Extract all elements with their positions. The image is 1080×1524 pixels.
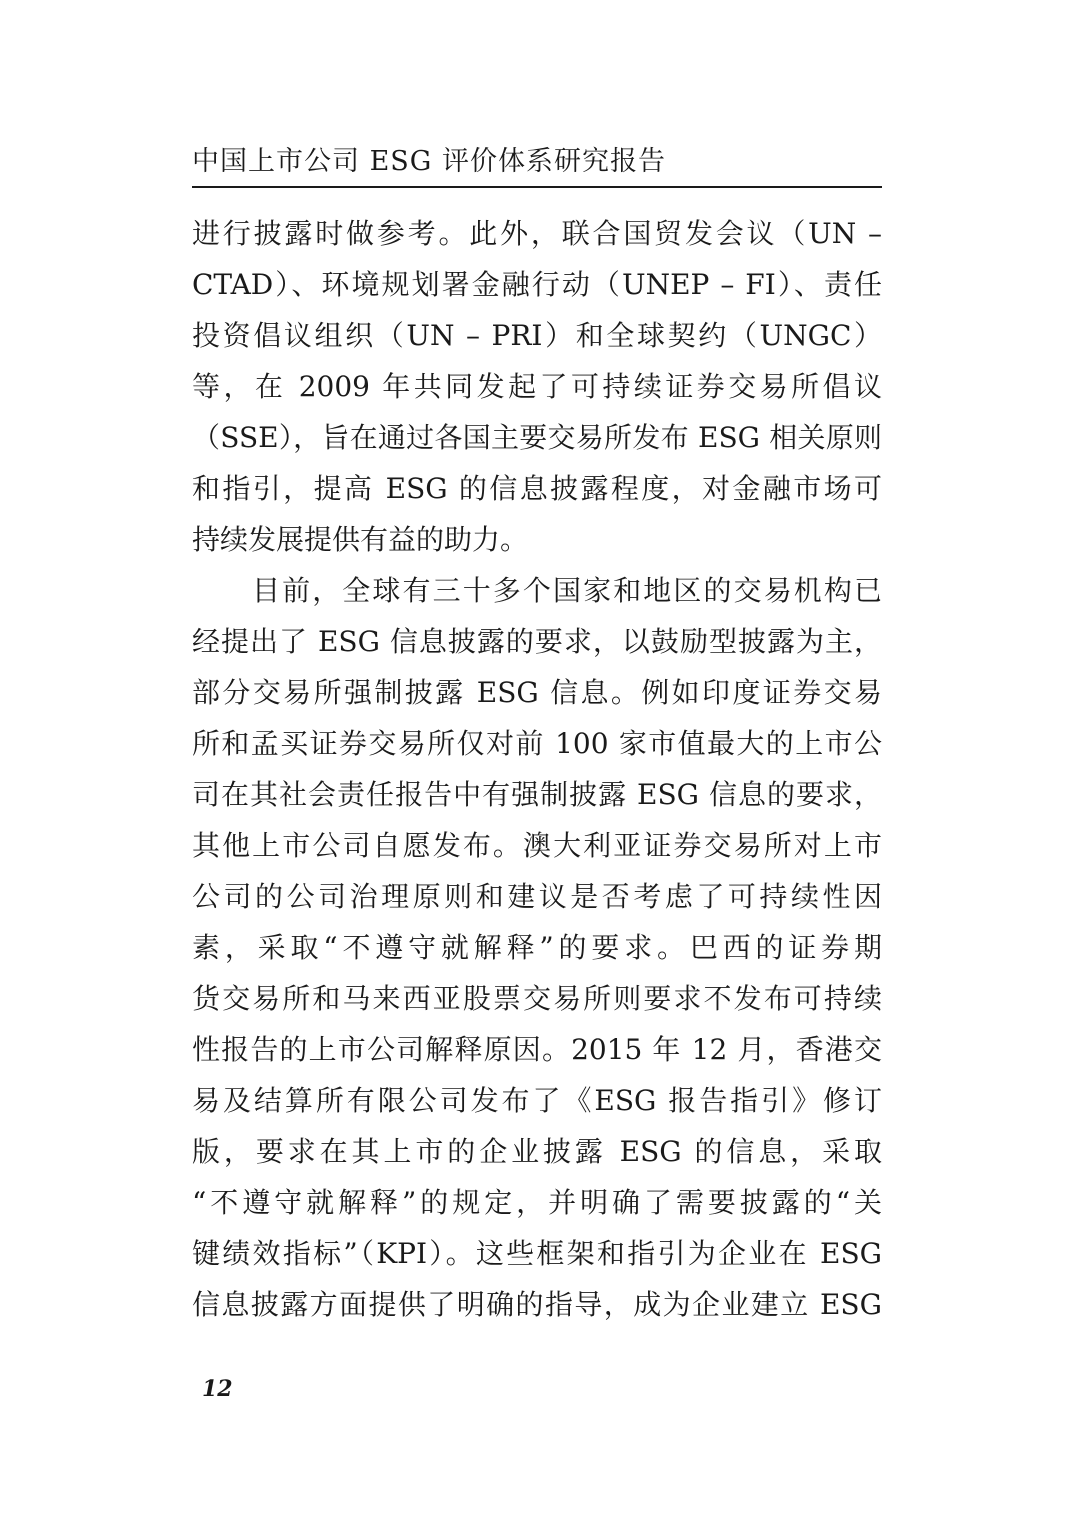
running-header-title: 中国上市公司 ESG 评价体系研究报告 — [192, 146, 666, 177]
paragraph — [192, 208, 882, 565]
text-line: 投资倡议组织（UN – PRI）和全球契约（UNGC） — [192, 319, 882, 352]
text-line: 键绩效指标”（KPI）。这些框架和指引为企业在 ESG — [192, 1237, 882, 1270]
text-line: 司在其社会责任报告中有强制披露 ESG 信息的要求， — [192, 778, 882, 811]
text-line: 部分交易所强制披露 ESG 信息。例如印度证券交易 — [192, 676, 882, 709]
text-line: CTAD）、环境规划署金融行动（UNEP – FI）、责任 — [192, 268, 882, 301]
text-line: 素，采取“不遵守就解释”的要求。巴西的证券期 — [192, 931, 882, 964]
paragraph — [192, 565, 882, 1330]
text-line: 目前，全球有三十多个国家和地区的交易机构已 — [252, 574, 882, 607]
text-line: 进行披露时做参考。此外，联合国贸发会议（UN – — [192, 217, 882, 250]
page-number: 12 — [202, 1376, 233, 1402]
text-line: 经提出了 ESG 信息披露的要求，以鼓励型披露为主， — [192, 625, 882, 658]
text-line: 易及结算所有限公司发布了《ESG 报告指引》修订 — [192, 1084, 882, 1117]
text-line: 等，在 2009 年共同发起了可持续证券交易所倡议 — [192, 370, 882, 403]
text-line: 性报告的上市公司解释原因。2015 年 12 月，香港交 — [192, 1033, 882, 1066]
text-line: 其他上市公司自愿发布。澳大利亚证券交易所对上市 — [192, 829, 882, 862]
text-line: 和指引，提高 ESG 的信息披露程度，对金融市场可 — [192, 472, 882, 505]
body-text — [192, 208, 882, 1330]
text-line: 持续发展提供有益的助力。 — [192, 523, 529, 556]
text-line: 所和孟买证券交易所仅对前 100 家市值最大的上市公 — [192, 727, 882, 760]
header-rule — [192, 186, 882, 188]
text-line: “不遵守就解释”的规定，并明确了需要披露的“关 — [192, 1186, 882, 1219]
text-line: 公司的公司治理原则和建议是否考虑了可持续性因 — [192, 880, 882, 913]
text-line: （SSE），旨在通过各国主要交易所发布 ESG 相关原则 — [192, 421, 882, 454]
text-line: 信息披露方面提供了明确的指导，成为企业建立 ESG — [192, 1288, 882, 1321]
text-line: 货交易所和马来西亚股票交易所则要求不发布可持续 — [192, 982, 882, 1015]
text-line: 版，要求在其上市的企业披露 ESG 的信息，采取 — [192, 1135, 882, 1168]
